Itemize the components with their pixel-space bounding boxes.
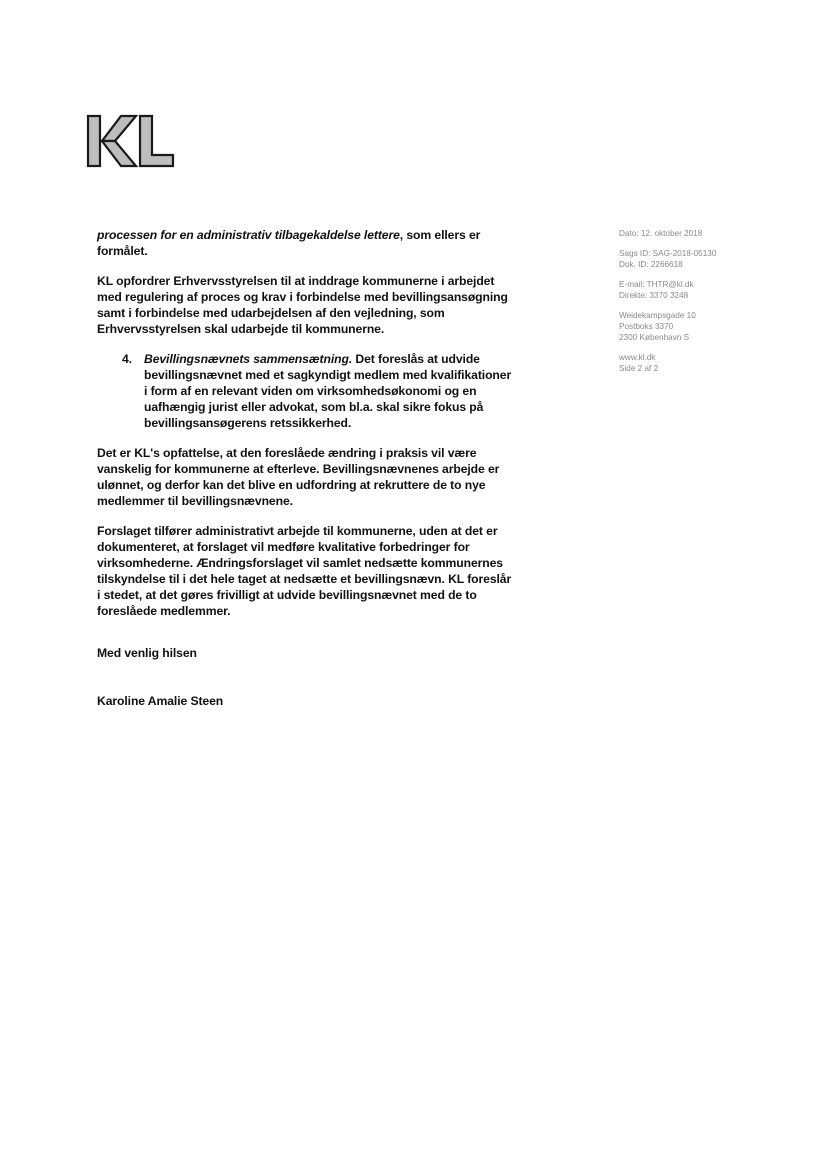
sidebar-sags-id: Sags ID: SAG-2018-05130 (619, 249, 717, 258)
sidebar-ids-group (619, 248, 769, 270)
sidebar-postbox: Postboks 3370 (619, 322, 674, 331)
letter-sidebar (619, 228, 769, 383)
sidebar-city: 2300 København S (619, 333, 690, 342)
sidebar-dok-id: Dok. ID: 2266618 (619, 260, 683, 269)
sidebar-street: Weidekampsgade 10 (619, 311, 696, 320)
paragraph-1-italic: processen for en administrativ tilbagekaldelse lettere (97, 228, 400, 242)
paragraph-1 (97, 227, 517, 259)
sidebar-email: E-mail: THTR@kl.dk (619, 280, 694, 289)
list-item-heading: Bevillingsnævnets sammensætning. (144, 352, 353, 366)
numbered-list (97, 351, 517, 431)
sidebar-contact-group (619, 279, 769, 301)
sidebar-direct-phone: Direkte: 3370 3248 (619, 291, 689, 300)
sidebar-web-group (619, 352, 769, 374)
sidebar-page-number: Side 2 af 2 (619, 364, 659, 373)
signature-name: Karoline Amalie Steen (97, 694, 224, 708)
list-item-4 (97, 351, 517, 431)
paragraph-4: Forslaget tilfører administrativt arbejde til kommunerne, uden at det er dokumenteret, at forslaget vil medføre kvalitative forbedringer for virksomhederne. Ændringsforslaget vil samlet nedsætte kommunernes tilskyndelse til i det hele taget at nedsætte et bevillingsnævn. KL foreslår i stedet, at det gøres frivilligt at udvide bevillingsnævnet med de to foreslåede medlemmer. (97, 524, 512, 618)
list-item-text: Det foreslås at udvide bevillingsnævnet med et sagkyndigt medlem med kvalifikationer i form af en relevant viden om virksomhedsøkonomi og en uafhængig jurist eller advokat, som bl.a. skal sikre fokus på bevillingsansøgerens retssikkerhed. (144, 352, 512, 430)
kl-logo (86, 112, 176, 170)
paragraph-1-rest: , som ellers er formålet. (97, 228, 481, 258)
closing-greeting: Med venlig hilsen (97, 646, 197, 660)
sidebar-date-group (619, 228, 769, 239)
list-item-number: 4. (122, 352, 132, 366)
kl-logo-mark (86, 112, 176, 170)
paragraph-2: KL opfordrer Erhvervsstyrelsen til at inddrage kommunerne i arbejdet med regulering af proces og krav i forbindelse med bevillingsansøgning samt i forbindelse med udarbejdelsen af den vejledning, som Erhvervsstyrelsen skal udarbejde til kommunerne. (97, 274, 508, 336)
letter-body (97, 227, 517, 723)
paragraph-3: Det er KL's opfattelse, at den foreslåede ændring i praksis vil være vanskelig for kommunerne at efterleve. Bevillingsnævnenes arbejde er ulønnet, og derfor kan det blive en udfordring at rekruttere de to nye medlemmer til bevillingsnævnene. (97, 446, 500, 508)
sidebar-website: www.kl.dk (619, 353, 656, 362)
sidebar-address-group (619, 310, 769, 343)
sidebar-date: Dato: 12. oktober 2018 (619, 229, 703, 238)
